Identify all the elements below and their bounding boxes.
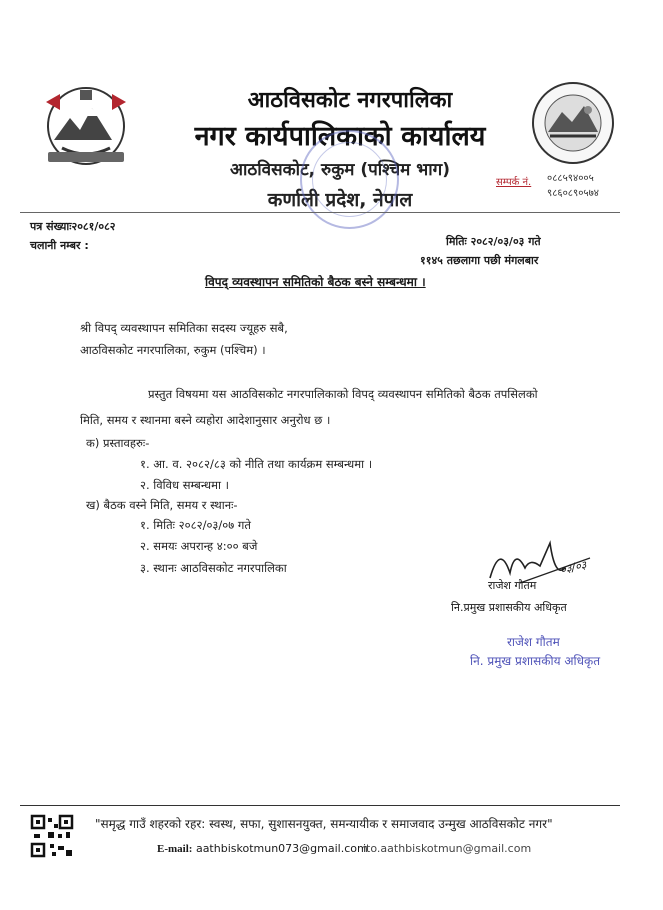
meeting-heading: ख) बैठक वस्ने मिति, समय र स्थानः- <box>86 498 238 512</box>
footer-email-primary[interactable] <box>157 842 368 855</box>
stamp-title: नि. प्रमुख प्रशासकीय अधिकृत <box>470 654 601 668</box>
meeting-item-time: २. समयः अपरान्ह ४:०० बजे <box>140 539 258 553</box>
proposal-item-2: २. विविध सम्बन्धमा । <box>140 478 229 492</box>
body-line-2: मिति, समय र स्थानमा बस्ने व्यहोरा आदेशानुसार अनुरोध छ । <box>80 413 331 427</box>
recipient-line-2: आठविसकोट नगरपालिका, रुकुम (पश्चिम) । <box>80 343 266 357</box>
email-label: E-mail: <box>157 843 193 855</box>
footer-email-secondary[interactable]: ito.aathbiskotmun@gmail.com <box>363 842 532 855</box>
recipient-line-1: श्री विपद् व्यवस्थापन समितिका सदस्य ज्यूहरु सबै, <box>80 321 288 335</box>
stamp-name: राजेश गौतम <box>507 635 560 649</box>
time-note: ११४५ तछलागा पछी मंगलबार <box>420 254 539 267</box>
footer-motto: "समृद्ध गाउँ शहरको रहर: स्वस्थ, सफा, सुशासनयुक्त, समन्यायीक र समाजवाद उन्मुख आठविसकोट नगर" <box>95 817 553 831</box>
signatory-name: राजेश गौतम <box>488 579 537 592</box>
subject-line: विपद् व्यवस्थापन समितिको बैठक बस्ने सम्बन्धमा । <box>205 275 426 289</box>
province-name: कर्णाली प्रदेश, नेपाल <box>267 189 413 211</box>
proposal-item-1: १. आ. व. २०८२/८३ को नीति तथा कार्यक्रम सम्बन्धमा । <box>140 457 373 471</box>
contact-phone-1: ०८८५९४००५ <box>547 173 594 184</box>
municipality-name: आठविसकोट नगरपालिका <box>247 88 453 113</box>
meeting-item-date: १. मितिः २०८२/०३/०७ गते <box>140 518 251 532</box>
qr-code-icon <box>30 814 74 858</box>
office-name: नगर कार्यपालिकाको कार्यालय <box>194 121 486 152</box>
header-divider <box>20 212 620 213</box>
signatory-title: नि.प्रमुख प्रशासकीय अधिकृत <box>451 601 567 614</box>
email-1: aathbiskotmun073@gmail.com <box>195 842 368 855</box>
municipality-seal-icon <box>530 80 616 166</box>
round-office-stamp <box>300 130 399 229</box>
sign-date: ०३/०३ <box>558 558 588 577</box>
body-line-1: प्रस्तुत विषयमा यस आठविसकोट नगरपालिकाको विपद् व्यवस्थापन समितिको बैठक तपसिलको <box>148 387 538 401</box>
meeting-item-place: ३. स्थानः आठविसकोट नगरपालिका <box>140 561 287 575</box>
nepal-emblem-icon <box>40 82 132 168</box>
contact-label: सम्पर्क नं. <box>496 177 532 188</box>
office-location: आठविसकोट, रुकुम (पश्चिम भाग) <box>230 160 450 180</box>
letter-date: मितिः २०८२/०३/०३ गते <box>446 235 541 248</box>
footer-divider <box>20 805 620 806</box>
chalani-number: चलानी नम्बर : <box>30 239 89 252</box>
proposals-heading: क) प्रस्तावहरुः- <box>86 436 150 450</box>
contact-phone-2: ९८६०८९०५७४ <box>547 188 599 199</box>
patra-sankhya: पत्र संख्याः२०८१/०८२ <box>30 220 116 233</box>
